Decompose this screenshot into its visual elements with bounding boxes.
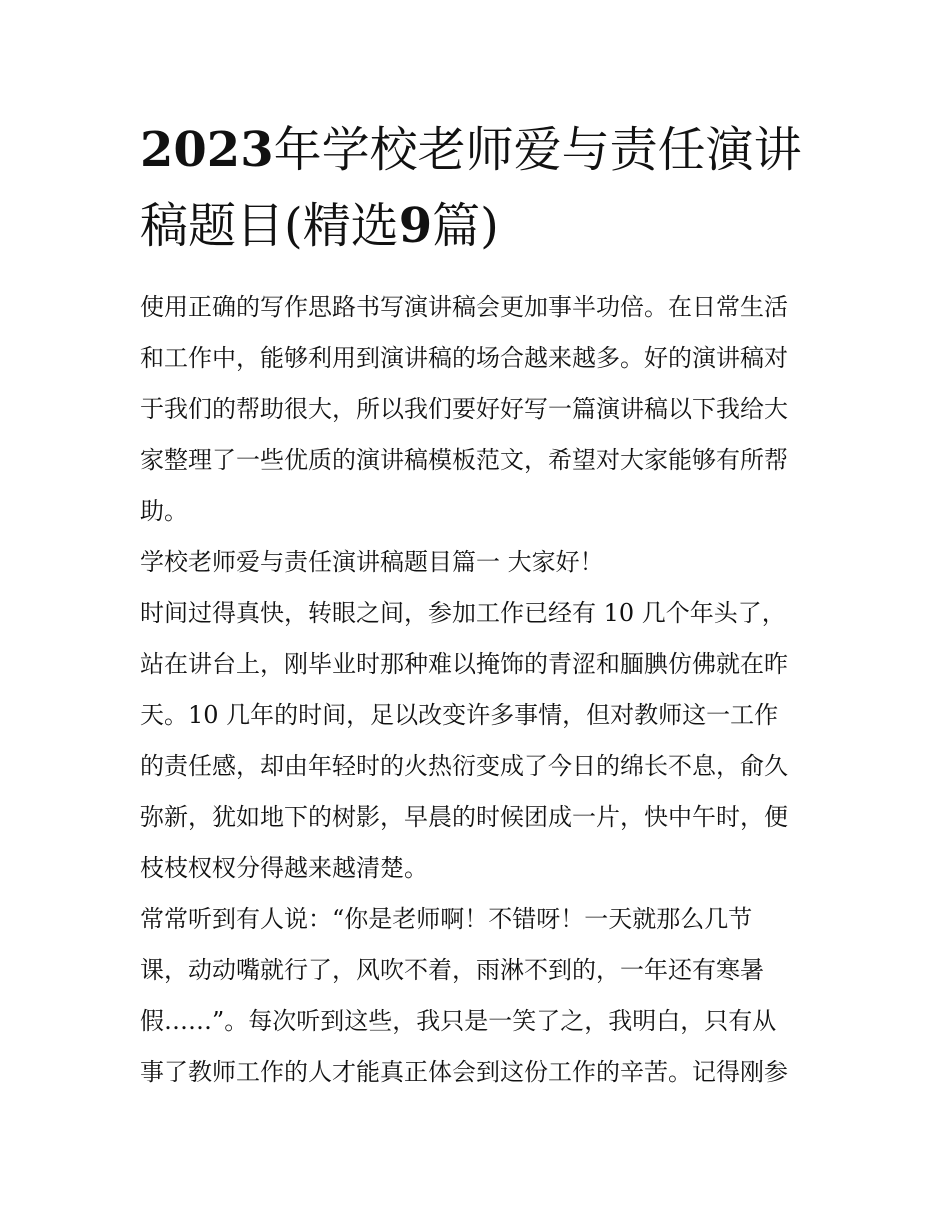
title-line2-text-a: 稿题目(精选 (140, 198, 399, 254)
text-line: 弥新，犹如地下的树影，早晨的时候团成一片，快中午时，便 (140, 803, 788, 831)
text-line: 助。 (140, 497, 188, 525)
text-line: 的责任感，却由年轻时的火热衍变成了今日的绵长不息，俞久 (140, 752, 788, 780)
text-line: 枝枝杈杈分得越来越清楚。 (140, 854, 428, 882)
text-line: 课，动动嘴就行了，风吹不着，雨淋不到的，一年还有寒暑 (140, 956, 764, 984)
text-line: 事了教师工作的人才能真正体会到这份工作的辛苦。记得刚参 (140, 1058, 788, 1086)
text-line: 站在讲台上，刚毕业时那种难以掩饰的青涩和腼腆仿佛就在昨 (140, 650, 788, 678)
text-line: 常常听到有人说：“你是老师啊！不错呀！一天就那么几节 (140, 905, 753, 933)
text-line: 家整理了一些优质的演讲稿模板范文，希望对大家能够有所帮 (140, 446, 788, 474)
text-line: 于我们的帮助很大，所以我们要好好写一篇演讲稿以下我给大 (140, 395, 788, 423)
section-heading-line: 学校老师爱与责任演讲稿题目篇一 大家好！ (140, 548, 604, 576)
title-line2-text-b: 篇) (432, 198, 499, 254)
text-line: 使用正确的写作思路书写演讲稿会更加事半功倍。在日常生活 (140, 293, 788, 321)
title-line1-text: 年学校老师爱与责任演讲 (273, 122, 802, 178)
title-count: 9 (398, 198, 433, 254)
text-line: 假……”。每次听到这些，我只是一笑了之，我明白，只有从 (140, 1007, 777, 1035)
title-year: 2023 (140, 122, 274, 178)
body-text (140, 282, 820, 1098)
text-line: 天。10 几年的时间，足以改变许多事情，但对教师这一工作 (140, 701, 779, 729)
text-line: 和工作中，能够利用到演讲稿的场合越来越多。好的演讲稿对 (140, 344, 788, 372)
text-line: 时间过得真快，转眼之间，参加工作已经有 10 几个年头了， (140, 599, 786, 627)
page-title (140, 112, 820, 264)
